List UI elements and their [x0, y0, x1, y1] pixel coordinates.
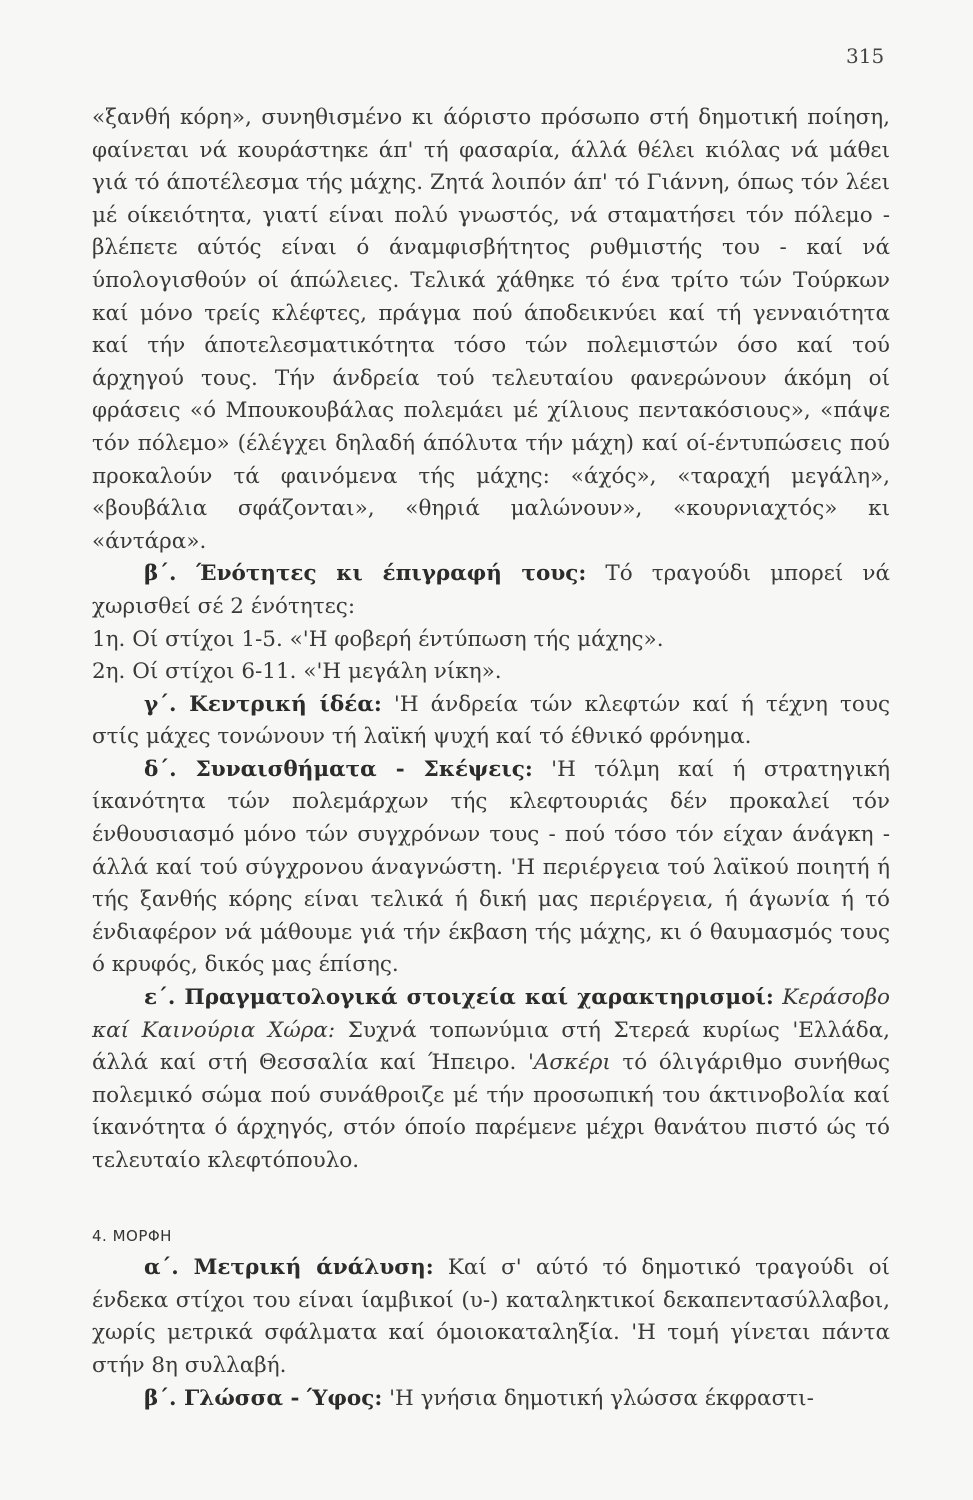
- section-b-units: [92, 558, 890, 623]
- page-number: 315: [846, 44, 885, 68]
- section-b-text: Τό τραγούδι μπορεί νά χωρισθεί σέ 2 ένότητες:: [92, 561, 890, 619]
- section-e-text-1: Συχνά τοπωνύμια στή Στερεά κυρίως 'Ελλάδα, άλλά καί στή Θεσσαλία καί Ήπειρο.: [92, 1017, 891, 1076]
- section-4b-text: 'Η γνήσια δημοτική γλώσσα έκφραστι-: [382, 1385, 814, 1411]
- section-b-label: β΄. Ένότητες κι έπιγραφή τους:: [144, 561, 587, 587]
- section-c-text: 'Η άνδρεία τών κλεφτών καί ή τέχνη τους στίς μάχες τονώνουν τή λαϊκή ψυχή καί τό έθνικό φρόνημα.: [92, 691, 890, 750]
- page-body: [92, 102, 890, 1415]
- section-e-text-2: τό όλιγάριθμο συνήθως πολεμικό σώμα πού συνάθροιζε μέ τήν προσωπική του άκτινοβολία καί ίκανότητα ό άρχηγός, στόν όποίο παρέμενε μέχρι θανάτου πιστό ώς τό τελευταίο κλεφτόπουλο.: [92, 1050, 890, 1173]
- unit-1: 1η. Οί στίχοι 1-5. «'Η φοβερή έντύπωση τής μάχης».: [92, 626, 664, 652]
- section-4a-metrics: [92, 1252, 890, 1382]
- section-4b-language: [92, 1383, 890, 1416]
- section-d-label: δ΄. Συναισθήματα - Σκέψεις:: [144, 756, 533, 782]
- section-c-central-idea: [92, 689, 890, 754]
- section-e-facts: [92, 982, 890, 1178]
- section-d-text: 'Η τόλμη καί ή στρατηγική ίκανότητα τών πολεμάρχων τής κλεφτουριάς δέν προκαλεί τόν ένθουσιασμό μόνο τών συγχρόνων τους - πού τόσο τόν είχαν άνάγκη - άλλά καί τού σύγχρονου άναγνώστη. 'Η περιέργεια τού λαϊκού ποιητή ή τής ξανθής κόρης είναι τελικά ή δική μας περιέργεια, ή άγωνία ή τό ένδιαφέρον νά μάθουμε γιά τήν έκβαση τής μάχης, κι ό θαυμασμός τους ό κρυφός, δικός μας έπίσης.: [92, 756, 890, 978]
- section-heading-form: 4. ΜΟΡΦΗ: [92, 1226, 172, 1245]
- unit-2: 2η. Οί στίχοι 6-11. «'Η μεγάλη νίκη».: [92, 659, 502, 685]
- paragraph-ending: «ξανθή κόρη», συνηθισμένο κι άόριστο πρόσωπο στή δημοτική ποίηση, φαίνεται νά κουράστηκε άπ' τή φασαρία, άλλά θέλει κιόλας νά μάθει γιά τό άποτέλεσμα τής μάχης. Ζητά λοιπόν άπ' τό Γιάννη, όπως τόν λέει μέ οίκειότητα, γιατί είναι πολύ γνωστός, νά σταματήσει τόν πόλεμο - βλέπετε αύτός είναι ό άναμφισβήτητος ρυθμιστής του - καί νά ύπολογισθούν οί άπώλειες. Τελικά χάθηκε τό ένα τρίτο τών Τούρκων καί μόνο τρείς κλέφτες, πράγμα πού άποδεικνύει καί τή γενναιότητα καί τήν άποτελεσματικότητα τόσο τών πολεμιστών όσο καί τού άρχηγού τους. Τήν άνδρεία τού τελευταίου φανερώνουν άκόμη οί φράσεις «ό Μπουκουβάλας πολεμάει μέ χίλιους πεντακόσιους», «πάψε τόν πόλεμο» (έλέγχει δηλαδή άπόλυτα τήν μάχη) καί οί-έντυπώσεις πού προκαλούν τά φαινόμενα τής μάχης: «άχός», «ταραχή μεγάλη», «βουβάλια σφάζονται», «θηριά μαλώνουν», «κουρνιαχτός» κι «άντάρα».: [92, 105, 890, 554]
- section-gap: [92, 1178, 890, 1220]
- section-e-label: ε΄. Πραγματολογικά στοιχεία καί χαρακτηρισμοί:: [144, 985, 774, 1011]
- section-4a-label: α΄. Μετρική άνάλυση:: [144, 1255, 434, 1281]
- section-4b-label: β΄. Γλώσσα - Ύφος:: [144, 1385, 383, 1411]
- section-c-label: γ΄. Κεντρική ίδέα:: [144, 691, 382, 717]
- section-e-italic-term-2: 'Ασκέρι: [516, 1050, 611, 1076]
- section-4a-text: Καί σ' αύτό τό δημοτικό τραγούδι οί ένδεκα στίχοι του είναι ίαμβικοί (υ-) καταληκτικοί δεκαπεντασύλλαβοι, χωρίς μετρικά σφάλματα καί όμοιοκαταληξία. 'Η τομή γίνεται πάντα στήν 8η συλλαβή.: [92, 1255, 890, 1378]
- section-d-feelings: [92, 754, 890, 982]
- section-e-italic-term-1: Κεράσοβο καί Καινούρια Χώρα:: [92, 985, 890, 1043]
